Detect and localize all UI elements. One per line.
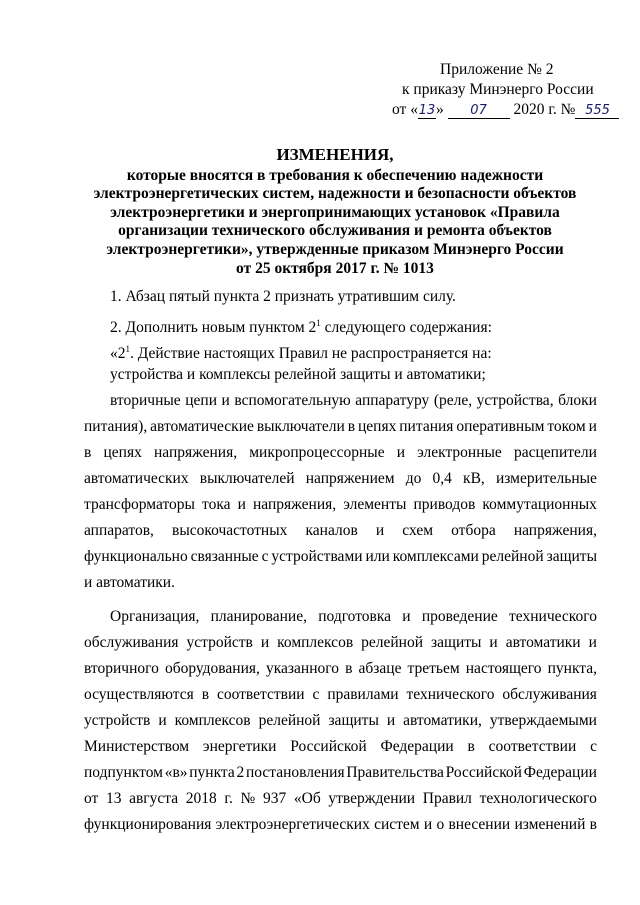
word: автоматики <box>505 634 581 651</box>
word: с <box>312 686 320 703</box>
text-line <box>84 414 597 440</box>
word: 0,4 <box>432 470 452 487</box>
annex-order-ref: к приказу Минэнерго России <box>402 81 594 98</box>
word: и <box>396 444 406 461</box>
title-line: электроэнергетики», утвержденные приказом Минэнерго России <box>106 240 564 258</box>
word: от <box>84 790 99 807</box>
word: в <box>589 816 597 833</box>
word: защиты <box>546 548 597 565</box>
day-field <box>418 102 436 119</box>
word: аппаратуру <box>355 392 430 409</box>
item-2 <box>110 310 597 336</box>
word: технологического <box>479 790 597 807</box>
word: устройств <box>186 634 253 651</box>
word: настоящего <box>465 660 542 677</box>
title-line: от 25 октября 2017 г. № 1013 <box>236 259 434 277</box>
word: Федерации <box>380 738 454 755</box>
word: изменений <box>514 816 586 833</box>
quote-open: «2 <box>110 345 126 362</box>
word: и <box>386 712 396 729</box>
quote-start <box>110 336 597 362</box>
word: схем <box>402 522 434 539</box>
word: подпунктом <box>84 764 163 781</box>
word: 2018 <box>185 790 217 807</box>
text-line <box>84 630 597 656</box>
quote-text: . Действие настоящих Правил не распространяется на: <box>130 345 492 362</box>
text-line <box>84 604 597 630</box>
word: тока <box>202 496 231 513</box>
word: электроэнергетических <box>215 816 370 833</box>
word: в <box>84 444 92 461</box>
date-prefix: от « <box>392 101 418 118</box>
word: правилами <box>327 686 399 703</box>
word: коммутационных <box>482 496 597 513</box>
title-line: электроэнергетических систем, надежности и безопасности объектов <box>93 185 577 203</box>
text-line <box>84 734 597 760</box>
paragraph-end: и автоматики. <box>84 574 175 591</box>
word: постановления <box>245 764 345 781</box>
word: комплексов <box>174 712 251 729</box>
word: Российской <box>445 764 522 781</box>
number-handwritten: 555 <box>585 103 610 118</box>
word: обслуживания <box>502 686 597 703</box>
word: и <box>402 608 411 625</box>
word: и <box>375 522 385 539</box>
word: «Об <box>293 790 321 807</box>
word: Министерством <box>84 738 190 755</box>
word: 937 <box>262 790 287 807</box>
word: «в» <box>164 764 188 781</box>
text-line <box>84 812 597 838</box>
item-2-text: 2. Дополнить новым пунктом 2 <box>110 319 317 336</box>
word: трансформаторы <box>84 496 195 513</box>
word: подготовка <box>318 608 392 625</box>
word: в <box>467 738 475 755</box>
word: питания <box>399 418 454 435</box>
word: пункта <box>189 764 235 781</box>
document-title <box>88 146 582 278</box>
word: Федерации <box>523 764 597 781</box>
word: каналов <box>305 522 358 539</box>
word: и <box>423 816 433 833</box>
word: вторичные <box>110 392 181 409</box>
word: напряжения, <box>153 444 238 461</box>
annex-block <box>392 60 632 120</box>
text-line <box>84 786 597 812</box>
word: напряжением <box>305 470 395 487</box>
word: цепях <box>103 444 142 461</box>
title-line: электроэнергетики и энергопринимающих установок «Правила <box>110 203 560 221</box>
text-line <box>84 492 597 518</box>
text-line <box>84 656 597 682</box>
word: о <box>436 816 445 833</box>
word: до <box>405 470 422 487</box>
text-line <box>84 388 597 414</box>
word: напряжения, <box>513 522 597 539</box>
word: проведение <box>421 608 498 625</box>
word: защиты <box>431 634 482 651</box>
date-quote: » <box>435 101 444 118</box>
word: соответствии <box>488 738 577 755</box>
word: автоматические <box>150 418 254 435</box>
word: автоматических <box>84 470 189 487</box>
word: абзаце <box>358 660 402 677</box>
word: питания), <box>84 418 148 435</box>
word: током <box>547 418 586 435</box>
word: с <box>590 738 597 755</box>
word: расцепители <box>513 444 597 461</box>
word: функционально <box>84 548 188 565</box>
word: в <box>201 686 210 703</box>
item-1: 1. Абзац пятый пункта 2 признать утратившим силу. <box>110 288 456 305</box>
word: оборудования, <box>164 660 260 677</box>
word: № <box>240 790 256 807</box>
word: в <box>347 418 356 435</box>
text-line <box>84 760 597 786</box>
word: в <box>345 660 353 677</box>
word: Правительства <box>346 764 444 781</box>
word: устройства, <box>476 392 554 409</box>
text-line <box>84 518 597 544</box>
text-line <box>84 466 597 492</box>
word: блоки <box>558 392 597 409</box>
word: связанные <box>190 548 259 565</box>
word: автоматики, <box>403 712 482 729</box>
text-line <box>84 682 597 708</box>
quote-sup: 1 <box>125 344 130 354</box>
paragraph-organization <box>84 604 597 838</box>
word: третьем <box>407 660 460 677</box>
word: утверждаемыми <box>489 712 597 729</box>
title-line: которые вносятся в требования к обеспечению надежности <box>126 166 544 184</box>
text-line <box>84 708 597 734</box>
word: Организация, <box>110 608 200 625</box>
month-field <box>448 102 510 119</box>
word: 2 <box>236 764 245 781</box>
word: Правил <box>422 790 472 807</box>
word: систем <box>374 816 420 833</box>
word: релейной <box>258 712 321 729</box>
word: элементы <box>343 496 407 513</box>
word: и <box>260 634 270 651</box>
word: аппаратов, <box>84 522 154 539</box>
word: осуществляются <box>84 686 194 703</box>
word: измерительные <box>495 470 597 487</box>
item-2-sup: 1 <box>316 318 321 328</box>
word: устройствами <box>271 548 363 565</box>
word: релейной <box>481 548 544 565</box>
word: августа <box>129 790 179 807</box>
month-handwritten: 07 <box>470 103 487 118</box>
word: комплексами <box>392 548 479 565</box>
word: цепях <box>357 418 397 435</box>
word: обслуживания <box>84 634 179 651</box>
word: (реле, <box>433 392 473 409</box>
word: вспомогательную <box>234 392 351 409</box>
word: Российской <box>290 738 367 755</box>
word: и <box>588 418 597 435</box>
word: соответствии <box>216 686 305 703</box>
word: и <box>588 634 597 651</box>
word: вторичного <box>84 660 159 677</box>
paragraph-secondary-circuits <box>84 388 597 570</box>
word: устройств <box>84 712 151 729</box>
word: цепи <box>185 392 217 409</box>
word: отбора <box>451 522 496 539</box>
word: пункта, <box>547 660 597 677</box>
word: релейной <box>361 634 424 651</box>
word: технического <box>406 686 495 703</box>
word: функционирования <box>84 816 212 833</box>
item-2-text-end: следующего содержания: <box>320 319 492 336</box>
word: планирование, <box>210 608 307 625</box>
word: и <box>489 634 498 651</box>
day-handwritten: 13 <box>418 103 436 118</box>
text-line <box>84 544 597 570</box>
word: энергетики <box>202 738 277 755</box>
word: и <box>158 712 167 729</box>
word: указанного <box>265 660 339 677</box>
word: и <box>237 496 246 513</box>
annex-date-line <box>392 100 632 120</box>
title-line: организации технического обслуживания и ремонта объектов <box>118 222 552 240</box>
devices-line: устройства и комплексы релейной защиты и автоматики; <box>110 366 486 383</box>
word: микропроцессорные <box>249 444 385 461</box>
document-body <box>84 284 597 838</box>
word: внесении <box>448 816 511 833</box>
word: 13 <box>105 790 122 807</box>
year-text: 2020 г. № <box>513 101 576 118</box>
title-heading: ИЗМЕНЕНИЯ, <box>276 145 394 164</box>
word: выключатели <box>256 418 345 435</box>
word: комплексов <box>277 634 354 651</box>
word: или <box>365 548 390 565</box>
word: защиты <box>328 712 379 729</box>
word: и <box>221 392 230 409</box>
word: электронные <box>417 444 502 461</box>
word: напряжения, <box>253 496 337 513</box>
annex-number: Приложение № 2 <box>440 61 554 78</box>
word: с <box>261 548 269 565</box>
word: высокочастотных <box>172 522 288 539</box>
word: приводов <box>413 496 476 513</box>
word: оперативным <box>456 418 545 435</box>
text-line <box>84 440 597 466</box>
word: кВ, <box>463 470 485 487</box>
number-field <box>575 102 619 119</box>
word: технического <box>509 608 597 625</box>
word: утверждении <box>328 790 416 807</box>
word: г. <box>224 790 233 807</box>
word: выключателей <box>199 470 295 487</box>
